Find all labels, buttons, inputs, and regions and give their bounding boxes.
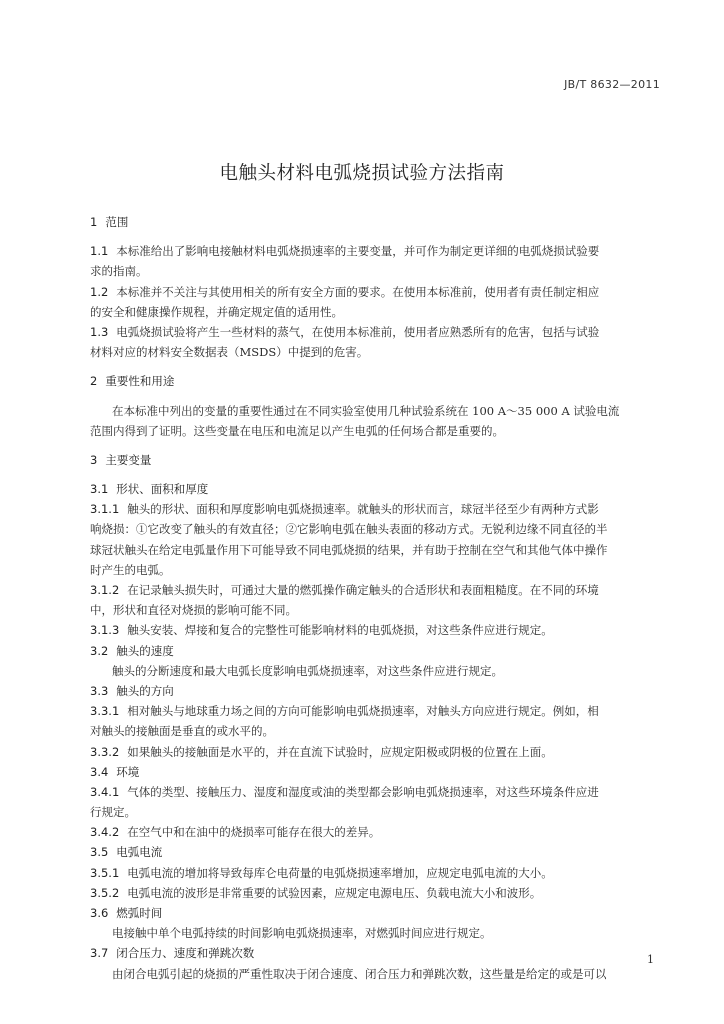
line-text: 闭合压力、速度和弹跳次数	[116, 946, 255, 961]
text-line	[90, 923, 662, 943]
line-text: 材料对应的材料安全数据表（MSDS）中提到的危害。	[90, 345, 369, 360]
line-text: 球冠状触头在给定电弧量作用下可能导致不同电弧烧损的结果，并有助于控制在空气和其他气体中操作	[90, 542, 608, 557]
text-line	[90, 401, 662, 421]
text-line	[90, 600, 662, 620]
text-line	[90, 782, 662, 802]
clause-number: 3.1.2	[90, 583, 120, 597]
line-text: 行规定。	[90, 805, 136, 820]
text-line	[90, 261, 662, 281]
line-text: 中，形状和直径对烧损的影响可能不同。	[90, 603, 297, 618]
section-heading	[90, 903, 662, 923]
line-text: 触头的分断速度和最大电弧长度影响电弧烧损速率，对这些条件应进行规定。	[112, 663, 503, 678]
line-text: 响烧损：①它改变了触头的有效直径；②它影响电弧在触头表面的移动方式。无锐利边缘不同直径的半	[90, 522, 608, 537]
text-line	[90, 580, 662, 600]
clause-number: 3.5.2	[90, 885, 120, 900]
line-text: 对触头的接触面是垂直的或水平的。	[90, 724, 274, 739]
clause-number: 3.6	[90, 906, 109, 920]
clause-number: 3.3.1	[90, 704, 120, 719]
text-line	[90, 802, 662, 822]
clause-number: 3.1.1	[90, 502, 120, 517]
clause-number: 3.4	[90, 764, 109, 779]
line-text: 在记录触头损失时，可通过大量的燃弧操作确定触头的合适形状和表面粗糙度。在不同的环境	[127, 583, 599, 597]
clause-number: 1.3	[90, 324, 109, 339]
line-text: 触头的速度	[116, 643, 174, 658]
line-text: 范围内得到了证明。这些变量在电压和电流足以产生电弧的任何场合都是重要的。	[90, 423, 504, 438]
section-heading	[90, 479, 662, 499]
text-line	[90, 241, 662, 261]
paragraph-gap	[90, 232, 662, 241]
clause-number: 1.1	[90, 244, 109, 259]
line-text: 燃弧时间	[116, 906, 163, 920]
text-line	[90, 421, 662, 441]
text-line	[90, 620, 662, 640]
document-body	[90, 212, 662, 984]
section-heading	[90, 842, 662, 862]
text-line	[90, 883, 662, 903]
clause-number: 3.1.3	[90, 623, 120, 638]
text-line	[90, 661, 662, 681]
text-line	[90, 863, 662, 883]
paragraph-gap	[90, 441, 662, 450]
text-line	[90, 742, 662, 762]
line-text: 电接触中单个电弧持续的时间影响电弧烧损速率，对燃弧时间应进行规定。	[112, 926, 492, 941]
clause-number: 2	[90, 374, 98, 389]
section-heading	[90, 762, 662, 782]
clause-number: 3.5.1	[90, 865, 120, 880]
line-text: 环境	[116, 764, 140, 779]
line-text: 电弧电流	[116, 845, 163, 860]
paragraph-gap	[90, 362, 662, 371]
section-heading	[90, 212, 662, 232]
clause-number: 3.3.2	[90, 744, 120, 759]
paragraph-gap	[90, 392, 662, 401]
text-line	[90, 302, 662, 322]
line-text: 触头的形状、面积和厚度影响电弧烧损速率。就触头的形状而言，球冠半径至少有两种方式影	[127, 502, 599, 517]
line-text: 时产生的电弧。	[90, 562, 171, 577]
clause-number: 3.2	[90, 643, 109, 658]
section-heading	[90, 371, 662, 391]
line-text: 的安全和健康操作规程，并确定规定值的适用性。	[90, 304, 343, 319]
line-text: 如果触头的接触面是水平的，并在直流下试验时，应规定阳极或阴极的位置在上面。	[127, 744, 553, 759]
text-line	[90, 721, 662, 741]
clause-number: 3.4.1	[90, 784, 120, 799]
line-text: 在本标准中列出的变量的重要性通过在不同实验室使用几种试验系统在 100 A～35 000 A 试验电流	[112, 403, 620, 418]
paragraph-gap	[90, 470, 662, 479]
text-line	[90, 540, 662, 560]
line-text: 电弧电流的波形是非常重要的试验因素，应规定电源电压、负载电流大小和波形。	[127, 885, 542, 900]
line-text: 气体的类型、接触压力、湿度和湿度或油的类型都会影响电弧烧损速率，对这些环境条件应进	[127, 784, 599, 799]
line-text: 相对触头与地球重力场之间的方向可能影响电弧烧损速率，对触头方向应进行规定。例如，相	[127, 704, 599, 719]
clause-number: 3.1	[90, 482, 109, 497]
line-text: 电弧电流的增加将导致每库仑电荷量的电弧烧损速率增加，应规定电弧电流的大小。	[127, 865, 553, 880]
document-title: 电触头材料电弧烧损试验方法指南	[219, 163, 505, 184]
text-line	[90, 701, 662, 721]
section-heading	[90, 943, 662, 963]
section-heading	[90, 681, 662, 701]
section-heading	[90, 450, 662, 470]
text-line	[90, 560, 662, 580]
text-line	[90, 519, 662, 539]
clause-number: 3.4.2	[90, 825, 120, 840]
line-text: 范围	[105, 215, 129, 229]
line-text: 形状、面积和厚度	[116, 482, 209, 497]
text-line	[90, 282, 662, 302]
line-text: 触头的方向	[116, 683, 174, 698]
text-line	[90, 322, 662, 342]
line-text: 求的指南。	[90, 264, 148, 279]
text-line	[90, 964, 662, 984]
page-number: 1	[647, 953, 654, 966]
text-line	[90, 499, 662, 519]
clause-number: 1.2	[90, 284, 109, 299]
line-text: 由闭合电弧引起的烧损的严重性取决于闭合速度、闭合压力和弹跳次数，这些量是给定的或是可以	[112, 966, 607, 981]
line-text: 在空气中和在油中的烧损率可能存在很大的差异。	[127, 825, 381, 840]
line-text: 本标准并不关注与其使用相关的所有安全方面的要求。在使用本标准前，使用者有责任制定相应	[116, 284, 600, 299]
text-line	[90, 342, 662, 362]
line-text: 主要变量	[105, 452, 152, 467]
section-heading	[90, 641, 662, 661]
text-line	[90, 822, 662, 842]
standard-code: JB/T 8632—2011	[564, 78, 660, 91]
clause-number: 3.7	[90, 946, 109, 961]
clause-number: 1	[90, 215, 98, 229]
clause-number: 3.3	[90, 683, 109, 698]
line-text: 电弧烧损试验将产生一些材料的蒸气，在使用本标准前，使用者应熟悉所有的危害，包括与试验	[116, 324, 600, 339]
clause-number: 3.5	[90, 845, 109, 860]
line-text: 本标准给出了影响电接触材料电弧烧损速率的主要变量，并可作为制定更详细的电弧烧损试验要	[116, 244, 600, 259]
line-text: 触头安装、焊接和复合的完整性可能影响材料的电弧烧损，对这些条件应进行规定。	[127, 623, 553, 638]
clause-number: 3	[90, 452, 98, 467]
line-text: 重要性和用途	[105, 374, 175, 389]
